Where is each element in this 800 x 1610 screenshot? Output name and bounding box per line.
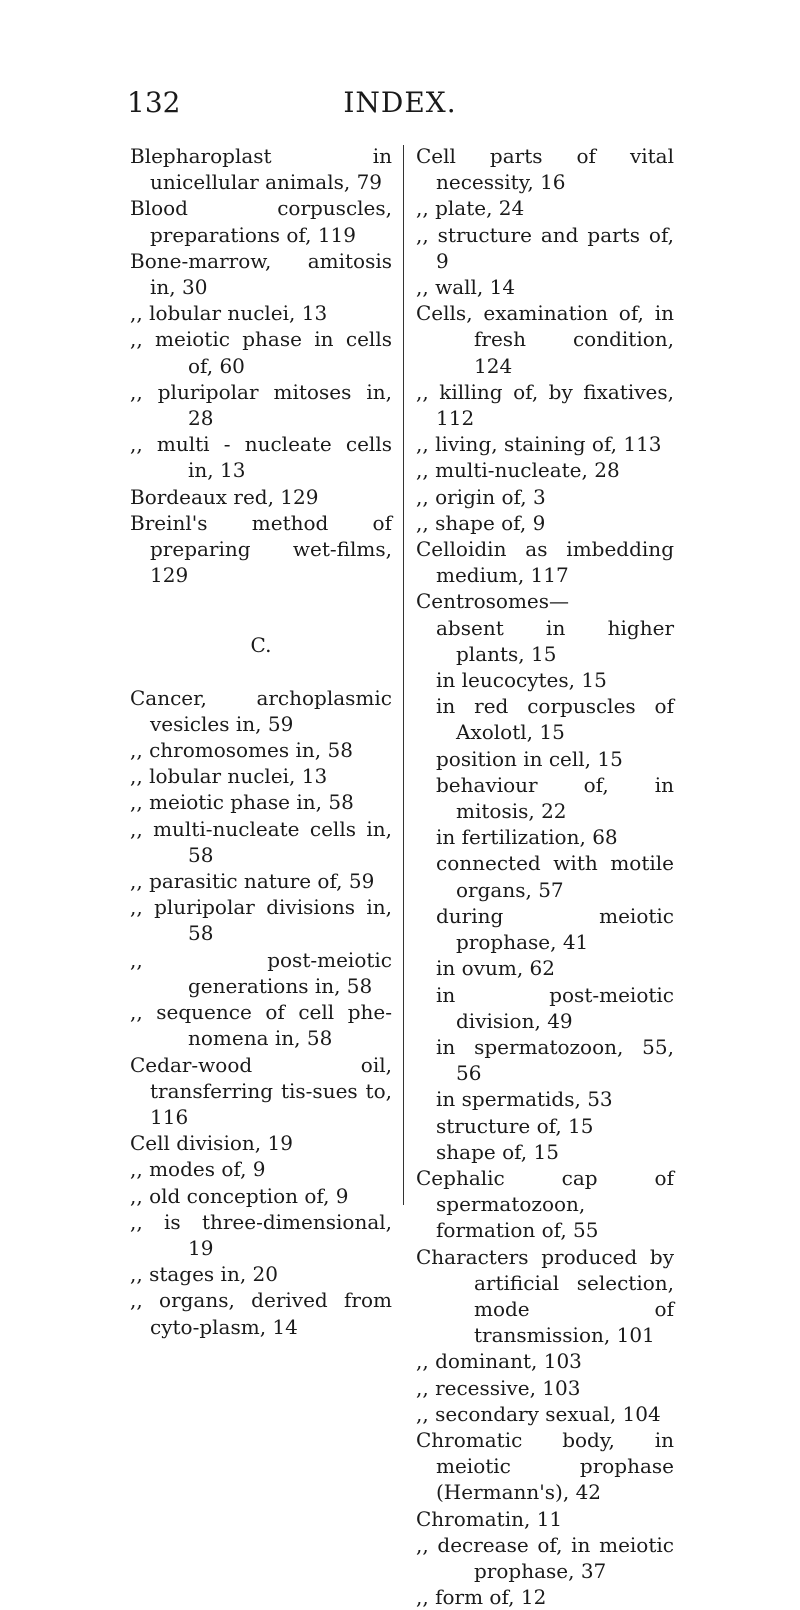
index-subentry: ,, lobular nuclei, 13	[130, 301, 328, 326]
index-subentry: ,, pluripolar divisions in, 58	[130, 895, 392, 946]
index-entry: Chromatin, 11	[416, 1506, 563, 1531]
index-subentry: ,, recessive, 103	[416, 1375, 581, 1400]
section-heading: C.	[250, 633, 272, 658]
index-subentry: ,, wall, 14	[416, 275, 516, 300]
index-subentry: absent in higher plants, 15	[436, 615, 674, 666]
index-subentry: shape of, 15	[436, 1139, 559, 1164]
index-subentry: ,, plate, 24	[416, 196, 525, 221]
index-subentry: ,, parasitic nature of, 59	[130, 869, 375, 894]
index-subentry: ,, pluripolar mitoses in, 28	[130, 379, 392, 431]
index-entry: Chromatic body, in meiotic prophase (Hermann's), 42	[416, 1427, 674, 1505]
index-entry: Blepharoplast in unicellular animals, 79	[130, 144, 392, 195]
index-subentry: ,, stages in, 20	[130, 1262, 278, 1287]
index-subentry: ,, secondary sexual, 104	[416, 1401, 661, 1426]
page-header	[0, 86, 800, 126]
index-subentry: ,, is three-dimensional, 19	[130, 1209, 392, 1260]
index-subentry: ,, organs, derived from cyto-plasm, 14	[130, 1288, 392, 1339]
index-subentry: position in cell, 15	[436, 746, 623, 771]
index-subentry: ,, killing of, by fixatives, 112	[416, 379, 674, 431]
index-subentry: in red corpuscles of Axolotl, 15	[436, 694, 674, 745]
index-subentry: ,, multi-nucleate, 28	[416, 458, 620, 483]
page-title: INDEX.	[343, 86, 457, 119]
index-entry: Characters produced by artificial selection, mode of transmission, 101	[416, 1244, 674, 1348]
index-subentry: behaviour of, in mitosis, 22	[436, 772, 674, 824]
index-subentry: ,, multi - nucleate cells in, 13	[130, 432, 392, 483]
index-subentry: ,, multi-nucleate cells in, 58	[130, 816, 392, 867]
index-subentry: ,, lobular nuclei, 13	[130, 764, 328, 789]
index-subentry: in spermatids, 53	[436, 1087, 613, 1112]
index-subentry: connected with motile organs, 57	[436, 851, 674, 902]
index-subentry: ,, meiotic phase in, 58	[130, 790, 354, 815]
index-subentry: in spermatozoon, 55, 56	[436, 1034, 674, 1086]
index-entry: Cell parts of vital necessity, 16	[416, 144, 674, 195]
index-entry: Celloidin as imbedding medium, 117	[416, 537, 674, 588]
index-entry: Bone-marrow, amitosis in, 30	[130, 248, 392, 300]
index-column-left	[130, 143, 392, 1340]
index-entry: Breinl's method of preparing wet-films, 129	[130, 510, 392, 588]
index-subentry: in fertilization, 68	[436, 825, 618, 850]
index-subentry: ,, chromosomes in, 58	[130, 738, 353, 763]
index-column-right	[416, 143, 674, 1610]
index-subentry: ,, origin of, 3	[416, 484, 546, 509]
index-subentry: ,, shape of, 9	[416, 510, 546, 535]
column-divider	[403, 145, 404, 1205]
page-number: 132	[127, 86, 181, 119]
index-entry: Cancer, archoplasmic vesicles in, 59	[130, 685, 392, 736]
index-entry: Bordeaux red, 129	[130, 484, 319, 509]
index-subentry: ,, decrease of, in meiotic prophase, 37	[416, 1532, 674, 1583]
index-entry: Cephalic cap of spermatozoon, formation of, 55	[416, 1165, 674, 1243]
index-entry: Blood corpuscles, preparations of, 119	[130, 196, 392, 247]
index-subentry: ,, sequence of cell phe-nomena in, 58	[130, 1000, 392, 1051]
index-subentry: structure of, 15	[436, 1113, 594, 1138]
index-entry: Cell division, 19	[130, 1131, 293, 1156]
index-subentry: in ovum, 62	[436, 956, 555, 981]
index-subentry: ,, old conception of, 9	[130, 1183, 349, 1208]
index-subentry: during meiotic prophase, 41	[436, 903, 674, 955]
index-subentry: ,, post-meiotic generations in, 58	[130, 947, 392, 998]
index-subentry: ,, meiotic phase in cells of, 60	[130, 327, 392, 378]
index-subentry: ,, structure and parts of, 9	[416, 222, 674, 273]
index-subentry: ,, form of, 12	[416, 1585, 547, 1610]
index-entry: Centrosomes—	[416, 589, 570, 614]
index-entry: Cedar-wood oil, transferring tis-sues to, 116	[130, 1052, 392, 1129]
index-entry: Cells, examination of, in fresh condition, 124	[416, 301, 674, 378]
index-subentry: in leucocytes, 15	[436, 668, 607, 693]
index-subentry: ,, living, staining of, 113	[416, 432, 662, 457]
index-subentry: ,, modes of, 9	[130, 1157, 266, 1182]
index-subentry: in post-meiotic division, 49	[436, 982, 674, 1033]
index-subentry: ,, dominant, 103	[416, 1349, 582, 1374]
